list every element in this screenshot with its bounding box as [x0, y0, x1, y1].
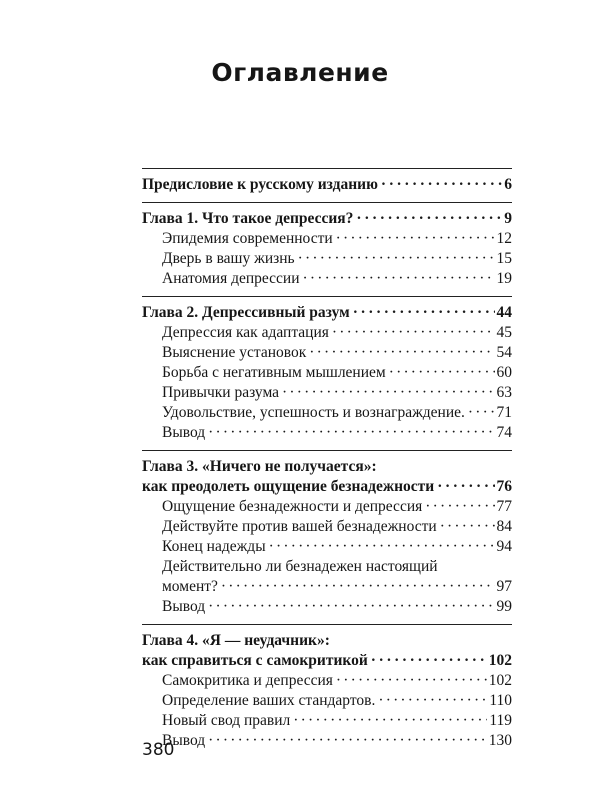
toc-entry-section[interactable]: [142, 343, 512, 363]
leader-dots: [468, 403, 495, 423]
entry-title: Ощущение безнадежности и депрессия: [162, 498, 423, 515]
leader-dots: [221, 577, 495, 597]
toc-entry-section[interactable]: [142, 691, 512, 711]
toc-entry-section[interactable]: [142, 229, 512, 249]
leader-dots: [381, 175, 502, 195]
entry-title: как справиться с самокритикой: [142, 652, 368, 669]
toc-entry-section[interactable]: [142, 323, 512, 343]
entry-page: 12: [496, 230, 512, 247]
leader-dots: [269, 537, 495, 557]
entry-page: 76: [496, 478, 512, 495]
entry-title: Новый свод правил: [162, 712, 291, 729]
entry-page: 74: [496, 424, 512, 441]
toc-entry-section[interactable]: [142, 497, 512, 517]
entry-title: Эпидемия современности: [162, 230, 333, 247]
leader-dots: [303, 269, 495, 289]
leader-dots: [293, 711, 487, 731]
chapter-4-title-line-1: Глава 4. «Я — неудачник»:: [142, 632, 330, 649]
toc-entry-section[interactable]: [142, 363, 512, 383]
page-title: Оглавление: [211, 58, 389, 87]
entry-title: Конец надежды: [162, 538, 266, 555]
entry-title: Анатомия депрессии: [162, 270, 300, 287]
leader-dots: [298, 249, 495, 269]
toc-entry-section[interactable]: [142, 731, 512, 751]
toc-entry-section[interactable]: [142, 537, 512, 557]
toc-entry-chapter-4[interactable]: [142, 651, 512, 671]
leader-dots: [356, 209, 502, 229]
table-of-contents: [142, 168, 512, 751]
toc-entry-preface[interactable]: [142, 175, 512, 195]
entry-title: Вывод: [162, 424, 206, 441]
entry-page: 77: [496, 498, 512, 515]
toc-entry-section[interactable]: [142, 423, 512, 443]
entry-title: Глава 2. Депрессивный разум: [142, 304, 350, 321]
entry-page: 94: [496, 538, 512, 555]
entry-page: 130: [488, 732, 512, 749]
entry-page: 60: [496, 364, 512, 381]
entry-title: Привычки разума: [162, 384, 280, 401]
entry-page: 99: [496, 598, 512, 615]
leader-dots: [336, 229, 495, 249]
entry-page: 44: [496, 304, 512, 321]
entry-page: 15: [496, 250, 512, 267]
leader-dots: [336, 671, 487, 691]
entry-page: 110: [489, 692, 512, 709]
leader-dots: [208, 731, 487, 751]
toc-entry-section[interactable]: [142, 577, 512, 597]
leader-dots: [353, 303, 495, 323]
entry-title: Предисловие к русскому изданию: [142, 176, 378, 193]
entry-title: как преодолеть ощущение безнадежности: [142, 478, 435, 495]
leader-dots: [437, 477, 494, 497]
entry-page: 102: [488, 652, 512, 669]
entry-page: 63: [496, 384, 512, 401]
leader-dots: [208, 423, 494, 443]
entry-page: 54: [496, 344, 512, 361]
entry-title: момент?: [162, 578, 218, 595]
toc-entry-section[interactable]: [142, 249, 512, 269]
toc-entry-section[interactable]: [142, 597, 512, 617]
entry-title: Борьба с негативным мышлением: [162, 364, 386, 381]
entry-title: Глава 1. Что такое депрессия?: [142, 210, 354, 227]
chapter-3-title-line-1: Глава 3. «Ничего не получается»:: [142, 458, 377, 475]
entry-page: 45: [496, 324, 512, 341]
toc-entry-chapter-2[interactable]: [142, 303, 512, 323]
entry-page: 19: [496, 270, 512, 287]
entry-page: 84: [496, 518, 512, 535]
leader-dots: [440, 517, 495, 537]
entry-page: 71: [496, 404, 512, 421]
leader-dots: [208, 597, 494, 617]
toc-entry-section[interactable]: [142, 711, 512, 731]
page-number: 380: [142, 740, 175, 760]
leader-dots: [425, 497, 494, 517]
entry-page: 102: [488, 672, 512, 689]
toc-entry-chapter-3[interactable]: [142, 477, 512, 497]
entry-page: 6: [504, 176, 512, 193]
toc-entry-chapter-1[interactable]: [142, 209, 512, 229]
entry-title: Депрессия как адаптация: [162, 324, 329, 341]
entry-title: Дверь в вашу жизнь: [162, 250, 295, 267]
toc-entry-section[interactable]: [142, 383, 512, 403]
toc-entry-section[interactable]: [142, 517, 512, 537]
entry-title: Вывод: [162, 732, 206, 749]
entry-title: Удовольствие, успешность и вознаграждение.: [162, 404, 465, 421]
entry-title: Действуйте против вашей безнадежности: [162, 518, 437, 535]
leader-dots: [282, 383, 494, 403]
leader-dots: [309, 343, 494, 363]
leader-dots: [371, 651, 487, 671]
leader-dots: [378, 691, 487, 711]
entry-page: 97: [496, 578, 512, 595]
entry-title: Вывод: [162, 598, 206, 615]
section-title-line-1: Действительно ли безнадежен настоящий: [162, 558, 438, 575]
entry-page: 119: [489, 712, 512, 729]
leader-dots: [332, 323, 495, 343]
entry-title: Определение ваших стандартов.: [162, 692, 376, 709]
toc-entry-section[interactable]: [142, 671, 512, 691]
leader-dots: [389, 363, 495, 383]
toc-entry-section[interactable]: [142, 269, 512, 289]
entry-title: Выяснение установок: [162, 344, 307, 361]
toc-entry-section[interactable]: [142, 403, 512, 423]
entry-title: Самокритика и депрессия: [162, 672, 333, 689]
entry-page: 9: [504, 210, 512, 227]
